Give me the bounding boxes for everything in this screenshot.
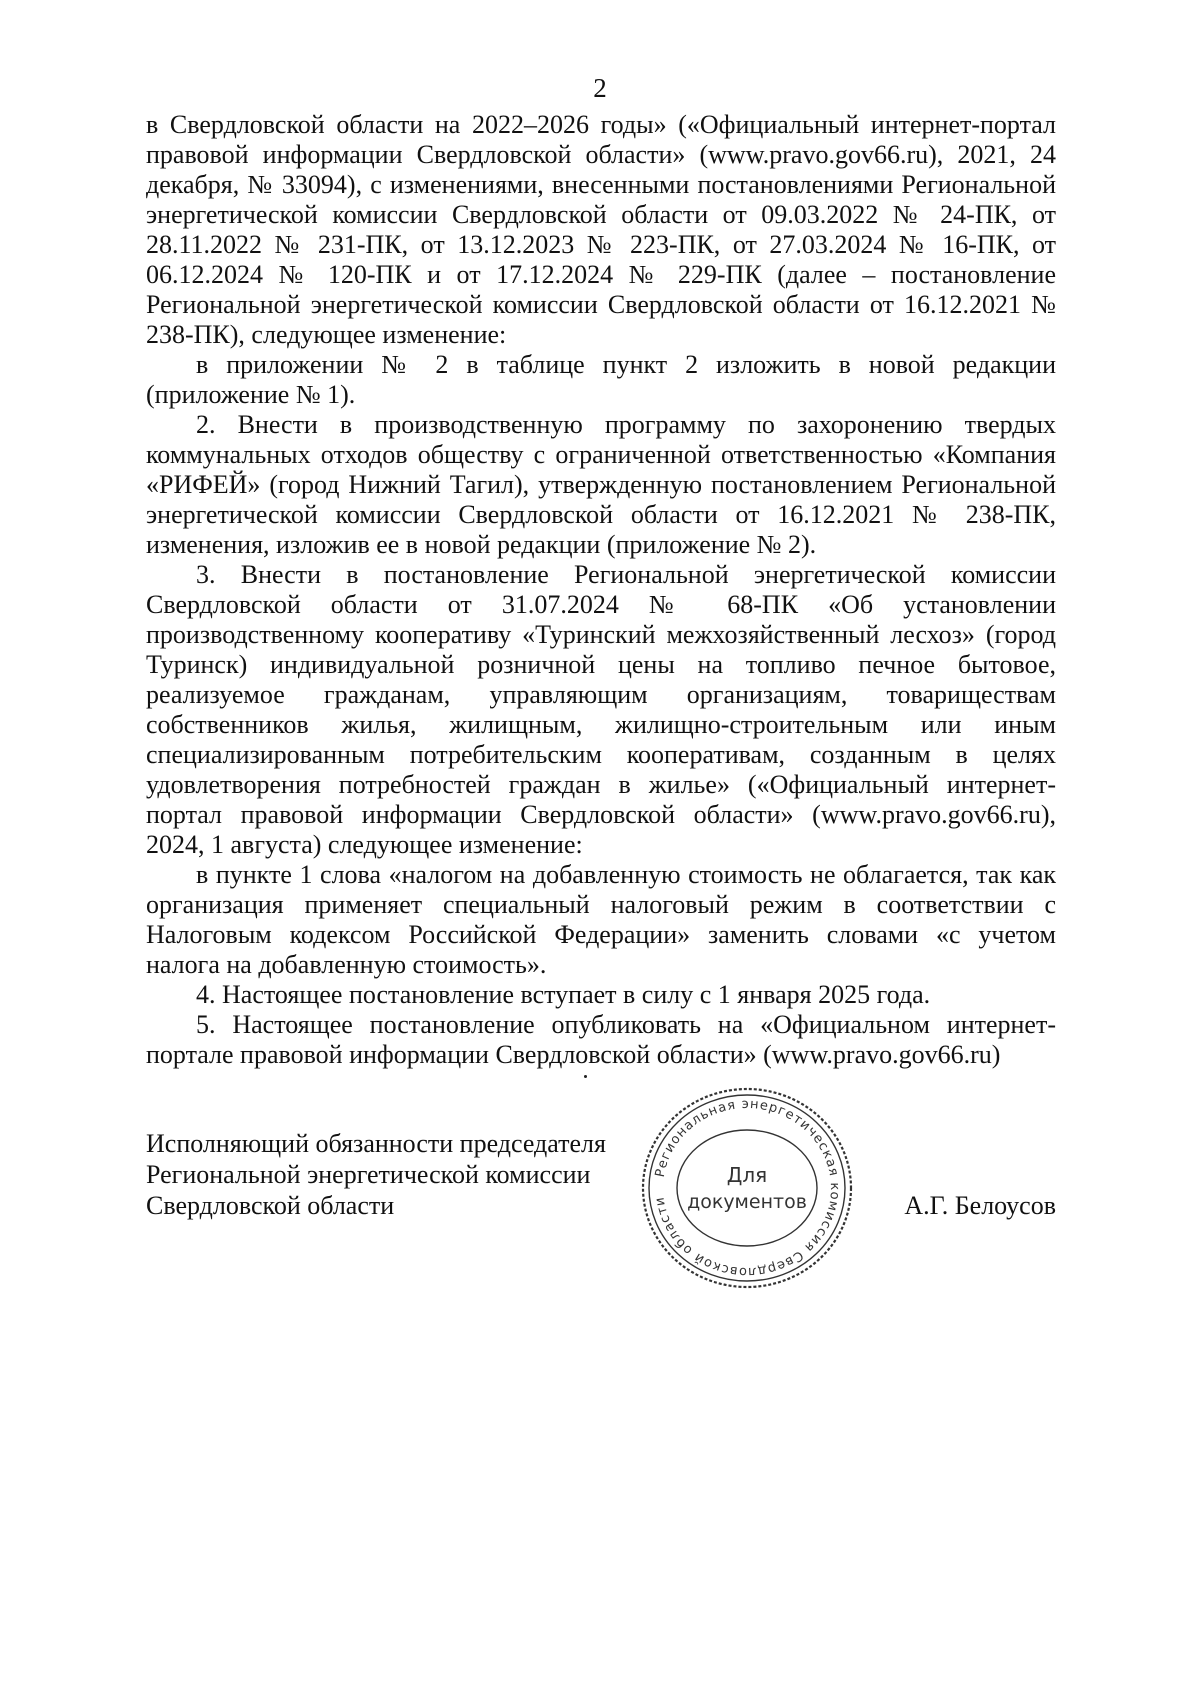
signer-title-line: Исполняющий обязанности председателя bbox=[146, 1129, 606, 1158]
stamp-center-line1: Для bbox=[726, 1163, 768, 1187]
page-number: 2 bbox=[593, 73, 607, 103]
signer-title-line: Региональной энергетической комиссии bbox=[146, 1160, 591, 1189]
document-body bbox=[146, 110, 1056, 1070]
paragraph-item-2: 2. Внести в производственную программу по захоронению твердых коммунальных отходов обществу с ограниченной ответственностью «Компания «РИФЕЙ» (город Нижний Тагил), утвержденную постановлением Региональной энергетической комиссии Свердловской области от 16.12.2021 № 238-ПК, изменения, изложив ее в новой редакции (приложение № 2). bbox=[146, 410, 1056, 559]
paragraph-item-4: 4. Настоящее постановление вступает в силу с 1 января 2025 года. bbox=[196, 980, 931, 1009]
paragraph-item-5: 5. Настоящее постановление опубликовать на «Официальном интернет-портале правовой информации Свердловской области» (www.pravo.gov66.ru) bbox=[146, 1010, 1056, 1069]
paragraph-appendix-change: в приложении № 2 в таблице пункт 2 изложить в новой редакции (приложение № 1). bbox=[146, 350, 1056, 409]
stamp-outer-ring bbox=[643, 1089, 851, 1287]
stray-dot-mark bbox=[584, 1075, 587, 1078]
paragraph-item-3-change: в пункте 1 слова «налогом на добавленную стоимость не облагается, так как организация применяет специальный налоговый режим в соответствии с Налоговым кодексом Российской Федерации» заменить словами «с учетом налога на добавленную стоимость». bbox=[146, 860, 1056, 979]
stamp-graphic bbox=[638, 1084, 856, 1292]
official-stamp bbox=[638, 1084, 856, 1292]
stamp-center-line2: документов bbox=[687, 1191, 807, 1213]
signer-title-line: Свердловской области bbox=[146, 1191, 395, 1220]
stamp-inner-ring bbox=[677, 1130, 817, 1246]
stamp-outer-ring-inner bbox=[649, 1095, 845, 1281]
signer-title bbox=[146, 1128, 666, 1221]
stamp-ring-text: Региональная энергетическая комиссия Свердловской области bbox=[652, 1096, 843, 1280]
paragraph-continuation: в Свердловской области на 2022–2026 годы» («Официальный интернет-портал правовой информации Свердловской области» (www.pravo.gov66.ru), 2021, 24 декабря, № 33094), с изменениями, внесенными постановлениями Региональной энергетической комиссии Свердловской области от 09.03.2022 № 24-ПК, от 28.11.2022 № 231-ПК, от 13.12.2023 № 223-ПК, от 27.03.2024 № 16-ПК, от 06.12.2024 № 120-ПК и от 17.12.2024 № 229-ПК (далее – постановление Региональной энергетической комиссии Свердловской области от 16.12.2021 № 238-ПК), следующее изменение: bbox=[146, 110, 1056, 349]
signer-name: А.Г. Белоусов bbox=[904, 1191, 1056, 1220]
paragraph-item-3: 3. Внести в постановление Региональной энергетической комиссии Свердловской области от 31.07.2024 № 68-ПК «Об установлении производственному кооперативу «Туринский межхозяйственный лесхоз» (город Туринск) индивидуальной розничной цены на топливо печное бытовое, реализуемое гражданам, управляющим организациям, товариществам собственников жилья, жилищным, жилищно-строительным или иным специализированным потребительским кооперативам, созданным в целях удовлетворения потребностей граждан в жилье» («Официальный интернет-портал правовой информации Свердловской области» (www.pravo.gov66.ru), 2024, 1 августа) следующее изменение: bbox=[146, 560, 1056, 859]
signature-block bbox=[146, 1096, 1056, 1298]
